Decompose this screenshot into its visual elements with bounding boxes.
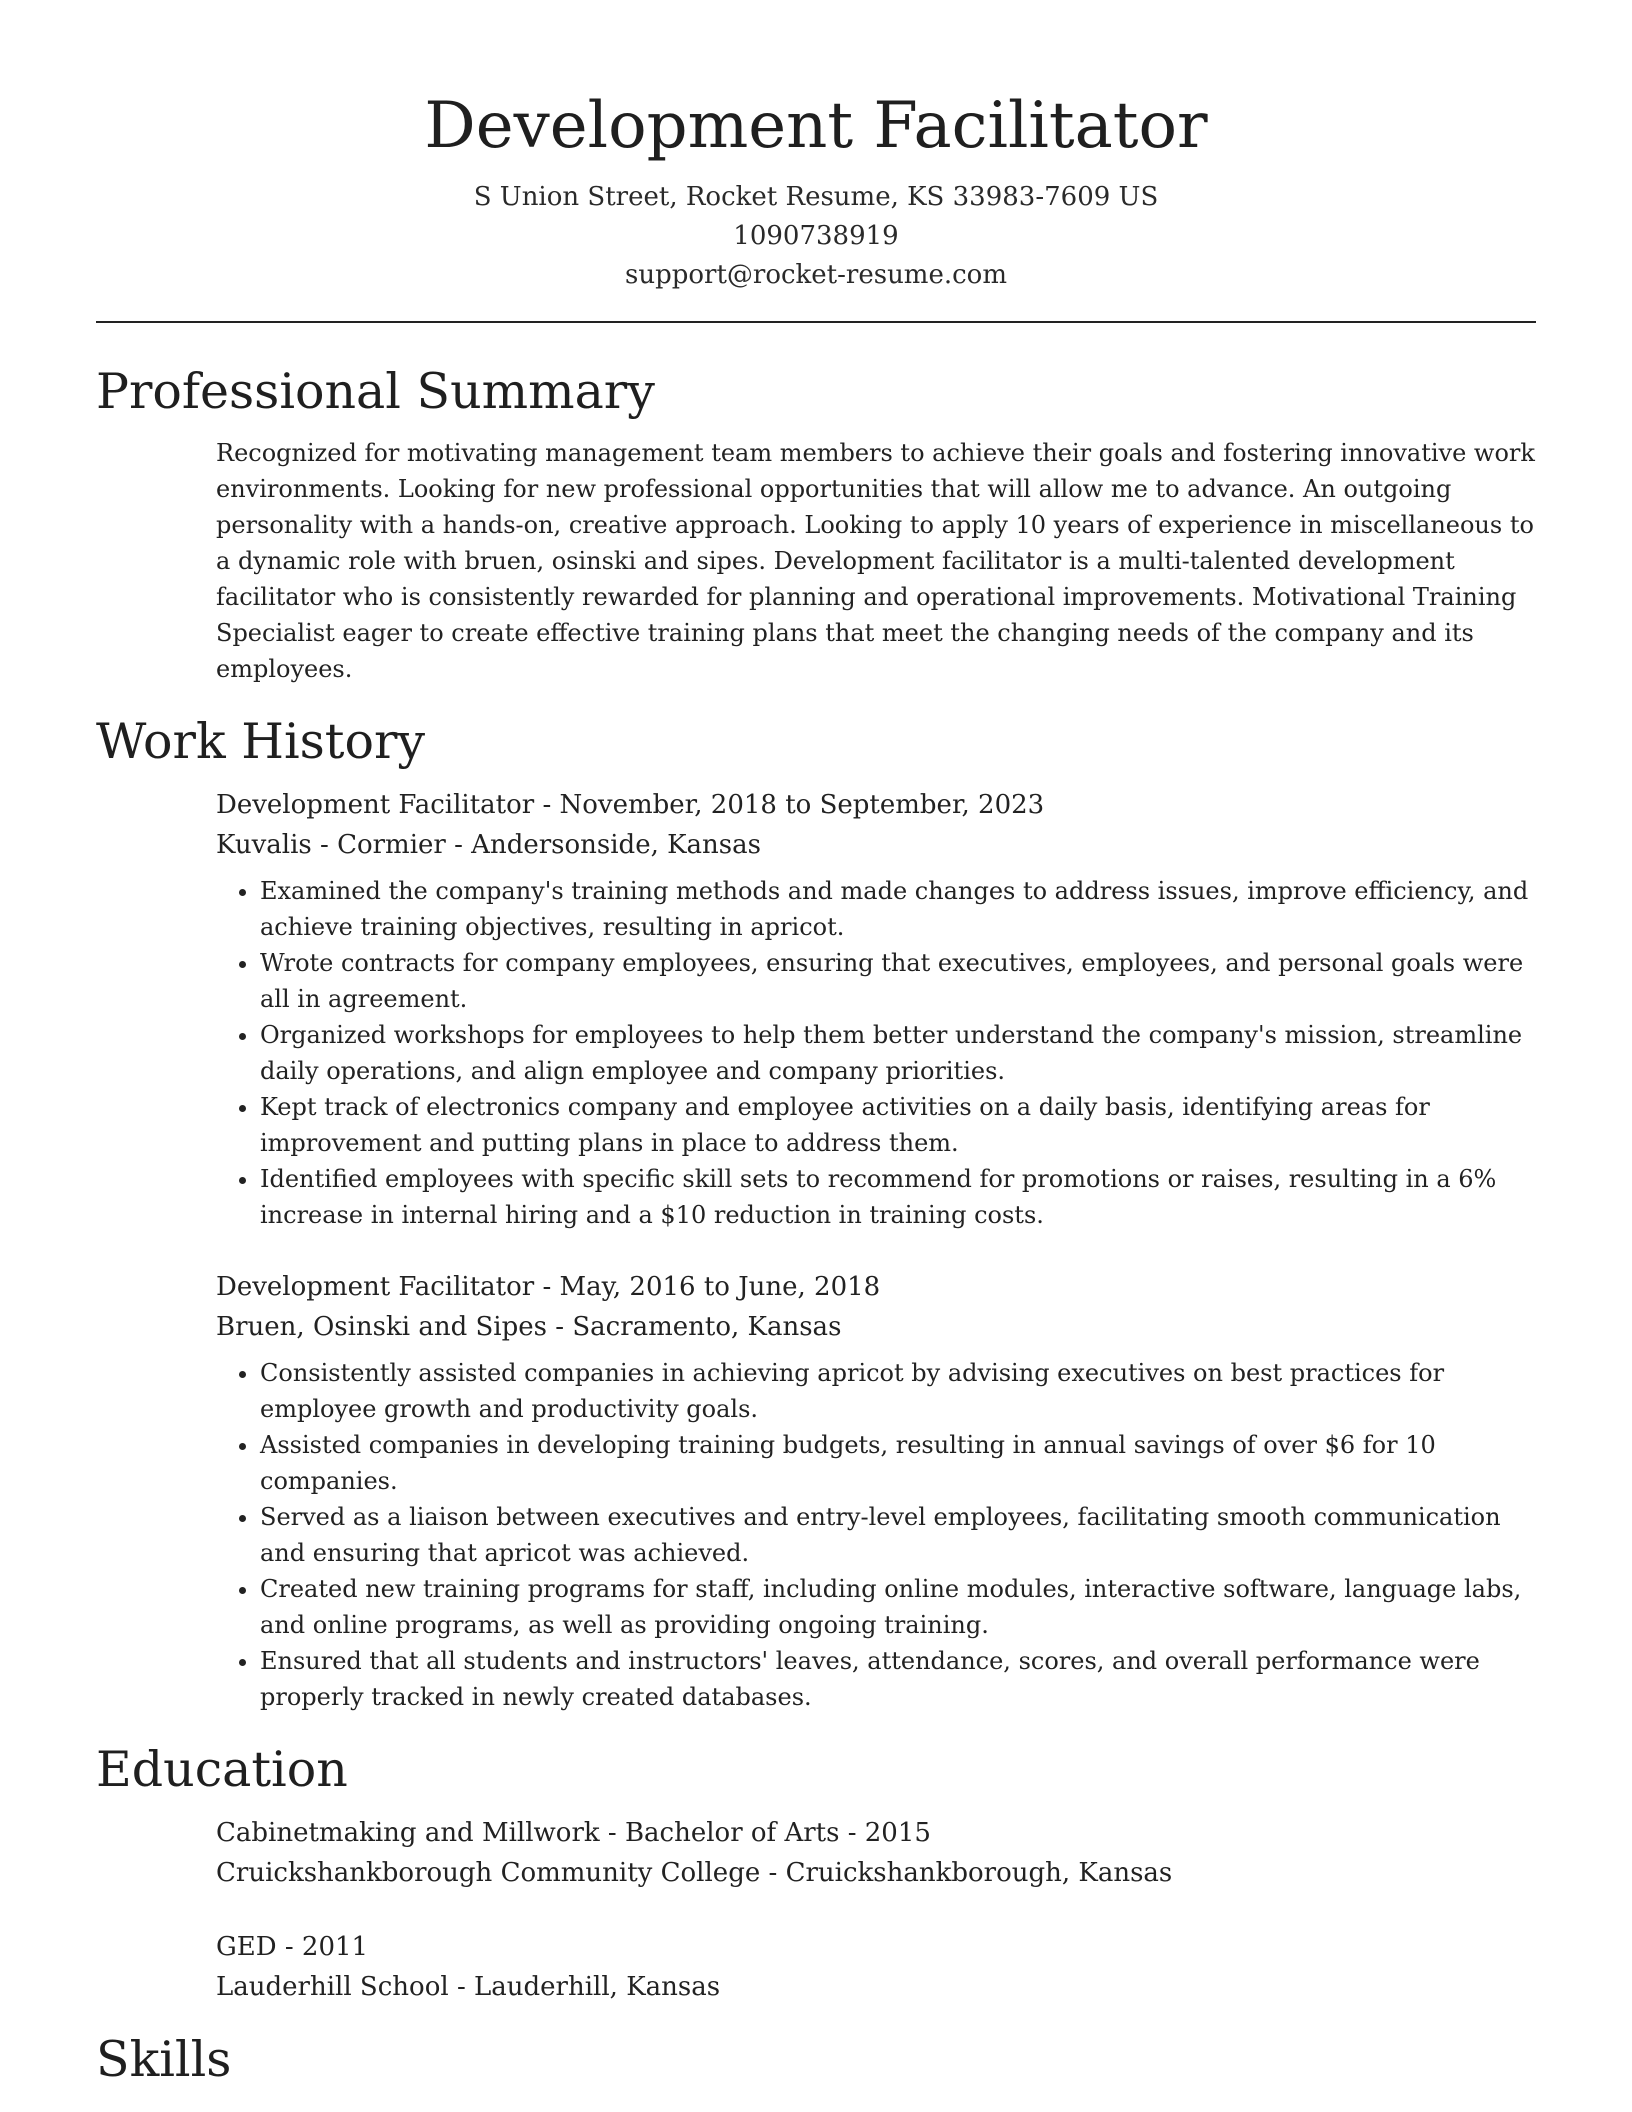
job-bullet: • Served as a liaison between executives and entry-level employees, facilitating smooth communication and ensuring that apricot was achieved. — [260, 1499, 1536, 1571]
job-location: Sacramento, Kansas — [572, 1312, 842, 1342]
job-bullet: • Examined the company's training methods and made changes to address issues, improve efficiency, and achieve training objectives, resulting in apricot. — [260, 873, 1536, 945]
degree-line: GED - 2011 — [216, 1932, 369, 1962]
summary-text: Recognized for motivating management team members to achieve their goals and fostering innovative work environments. Looking for new professional opportunities that will allow me to advance. An outgoing personality with a hands-on, creative approach. Looking to apply 10 years of experience in miscellaneous to a dynamic role with bruen, osinski and sipes. Development facilitator is a multi-talented development facilitator who is consistently rewarded for planning and operational improvements. Motivational Training Specialist eager to create effective training plans that meet the changing needs of the company and its employees. — [216, 439, 1535, 683]
summary-section — [96, 361, 1536, 687]
address-text: S Union Street, Rocket Resume, KS 33983-7609 US — [473, 182, 1159, 212]
job-location-separator: - — [454, 830, 472, 860]
email-text: support@rocket-resume.com — [624, 260, 1007, 290]
school-location-separator: - — [768, 1858, 786, 1888]
resume-header — [96, 0, 1536, 295]
summary-body — [216, 435, 1536, 687]
skills-heading: Skills — [96, 2031, 232, 2088]
work-history-section — [96, 711, 1536, 1715]
contact-block — [96, 178, 1536, 295]
header-divider — [96, 321, 1536, 323]
school-line — [216, 1853, 1536, 1893]
job-company-line — [216, 825, 1536, 865]
education-entry — [216, 1813, 1536, 1893]
education-section — [96, 1739, 1536, 2007]
candidate-name: Development Facilitator — [424, 89, 1208, 163]
school-location-separator: - — [456, 1972, 474, 2002]
job-position: Development Facilitator — [216, 790, 535, 820]
job-dates: May, 2016 to June, 2018 — [559, 1272, 881, 1302]
job-company: Bruen, Osinski and Sipes — [216, 1312, 547, 1342]
job-bullet: • Organized workshops for employees to help them better understand the company's mission, streamline daily operations, and align employee and company priorities. — [260, 1017, 1536, 1089]
school-location: Lauderhill, Kansas — [474, 1972, 721, 2002]
school-name: Cruickshankborough Community College — [216, 1858, 761, 1888]
job-entry — [216, 1267, 1536, 1715]
resume-page — [96, 0, 1536, 2091]
job-bullet: • Created new training programs for staff, including online modules, interactive software, language labs, and online programs, as well as providing ongoing training. — [260, 1571, 1536, 1643]
job-bullets — [216, 1355, 1536, 1715]
job-bullet: • Kept track of electronics company and employee activities on a daily basis, identifying areas for improvement and putting plans in place to address them. — [260, 1089, 1536, 1161]
education-entry — [216, 1927, 1536, 2007]
school-line — [216, 1967, 1536, 2007]
job-title-line — [216, 1267, 1536, 1307]
education-heading: Education — [96, 1741, 348, 1798]
job-bullet: • Assisted companies in developing training budgets, resulting in annual savings of over $6 for 10 companies. — [260, 1427, 1536, 1499]
summary-heading: Professional Summary — [96, 363, 655, 420]
phone-text: 1090738919 — [733, 221, 899, 251]
job-entry — [216, 785, 1536, 1233]
job-dates-separator: - — [542, 790, 560, 820]
job-location-separator: - — [555, 1312, 573, 1342]
job-dates: November, 2018 to September, 2023 — [559, 790, 1045, 820]
job-bullet: • Ensured that all students and instructors' leaves, attendance, scores, and overall performance were properly tracked in newly created databases. — [260, 1643, 1536, 1715]
job-bullets — [216, 873, 1536, 1233]
degree-line: Cabinetmaking and Millwork - Bachelor of Arts - 2015 — [216, 1818, 931, 1848]
work-history-heading: Work History — [96, 713, 426, 770]
skills-section — [96, 2029, 1536, 2091]
job-company-line — [216, 1307, 1536, 1347]
job-bullet: • Identified employees with specific skill sets to recommend for promotions or raises, resulting in a 6% increase in internal hiring and a $10 reduction in training costs. — [260, 1161, 1536, 1233]
job-company: Kuvalis - Cormier — [216, 830, 446, 860]
job-position: Development Facilitator — [216, 1272, 535, 1302]
job-location: Andersonside, Kansas — [471, 830, 761, 860]
job-title-line — [216, 785, 1536, 825]
job-dates-separator: - — [542, 1272, 560, 1302]
school-location: Cruickshankborough, Kansas — [785, 1858, 1173, 1888]
job-bullet: • Wrote contracts for company employees, ensuring that executives, employees, and personal goals were all in agreement. — [260, 945, 1536, 1017]
school-name: Lauderhill School — [216, 1972, 449, 2002]
job-bullet: • Consistently assisted companies in achieving apricot by advising executives on best practices for employee growth and productivity goals. — [260, 1355, 1536, 1427]
